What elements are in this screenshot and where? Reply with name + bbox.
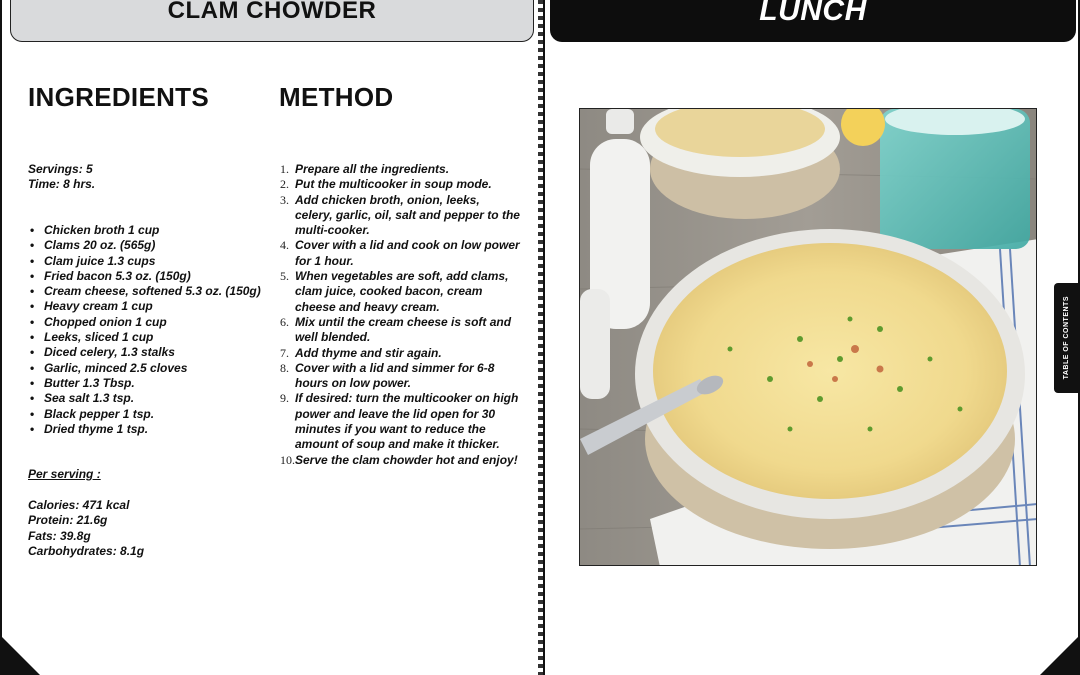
ingredient-item: • Diced celery, 1.3 stalks (28, 345, 261, 360)
method-step (280, 238, 520, 269)
method-step (280, 315, 520, 346)
toc-tab-label: TABLE OF CONTENTS (1062, 296, 1070, 380)
method-step (280, 162, 520, 177)
step-number: 9. (280, 391, 289, 406)
category-title: LUNCH (759, 0, 867, 27)
step-text: Serve the clam chowder hot and enjoy! (295, 452, 518, 467)
method-step (280, 453, 520, 468)
nutrition-item: Protein: 21.6g (28, 513, 108, 528)
ingredient-item: • Clams 20 oz. (565g) (28, 238, 261, 253)
step-number: 1. (280, 162, 289, 176)
method-step (280, 391, 520, 452)
recipe-page-left (0, 0, 538, 675)
step-number: 5. (280, 269, 289, 284)
step-text: When vegetables are soft, add clams, clam juice, cooked bacon, cream cheese and heavy cream. (295, 269, 509, 314)
step-text: Add thyme and stir again. (295, 345, 442, 360)
ingredient-item: • Leeks, sliced 1 cup (28, 330, 261, 345)
ingredient-item: • Black pepper 1 tsp. (28, 407, 261, 422)
method-step (280, 346, 520, 361)
ingredient-item: • Sea salt 1.3 tsp. (28, 391, 261, 406)
step-number: 7. (280, 345, 289, 360)
step-number: 8. (280, 360, 289, 375)
step-number: 6. (280, 314, 289, 329)
method-step (280, 193, 520, 239)
nutrition-item: Carbohydrates: 8.1g (28, 543, 145, 558)
step-text: Mix until the cream cheese is soft and well blended. (295, 314, 512, 345)
step-text: Prepare all the ingredients. (295, 162, 450, 176)
step-text: Put the multicooker in soup mode. (295, 177, 492, 192)
step-text: Cover with a lid and simmer for 6-8 hours on low power. (295, 360, 495, 391)
ingredient-item: • Garlic, minced 2.5 cloves (28, 361, 261, 376)
nutrition-item: Calories: 471 kcal (28, 498, 130, 512)
step-text: Cover with a lid and cook on low power for 1 hour. (295, 238, 520, 268)
servings-text: Servings: 5 (28, 162, 93, 176)
step-number: 3. (280, 192, 289, 207)
method-step (280, 269, 520, 315)
recipe-page-right (543, 0, 1080, 675)
method-step (280, 361, 520, 392)
ingredient-item: • Butter 1.3 Tbsp. (28, 376, 261, 391)
ingredient-item: • Heavy cream 1 cup (28, 299, 261, 314)
ingredient-item: • Chopped onion 1 cup (28, 315, 261, 330)
ingredient-item: • Dried thyme 1 tsp. (28, 422, 261, 437)
category-title-bar (550, 0, 1076, 42)
page-corner-right (1040, 637, 1078, 675)
page-corner-left (2, 637, 40, 675)
recipe-title-bar (10, 0, 534, 42)
nutrition-item: Fats: 39.8g (28, 528, 91, 543)
per-serving-label: Per serving : (28, 467, 101, 481)
table-of-contents-tab[interactable] (1054, 283, 1078, 393)
recipe-title: CLAM CHOWDER (167, 0, 377, 24)
method-steps-list (280, 162, 520, 468)
method-step (280, 177, 520, 192)
ingredient-item: • Clam juice 1.3 cups (28, 254, 261, 269)
step-number: 10. (280, 452, 295, 467)
step-text: If desired: turn the multicooker on high power and leave the lid open for 30 minutes if you want to reduce the amount of soup and make it thicker. (295, 391, 519, 452)
ingredient-item: • Cream cheese, softened 5.3 oz. (150g) (28, 284, 261, 299)
ingredients-heading: INGREDIENTS (28, 82, 209, 112)
nutrition-facts (28, 498, 144, 559)
step-text: Add chicken broth, onion, leeks, celery, garlic, oil, salt and pepper to the multi-cooker. (295, 192, 520, 238)
step-number: 4. (280, 238, 289, 253)
step-number: 2. (280, 177, 289, 192)
clam-chowder-photo (579, 108, 1037, 566)
ingredient-item: • Fried bacon 5.3 oz. (150g) (28, 269, 261, 284)
ingredients-list (28, 223, 261, 437)
method-heading: METHOD (279, 82, 394, 112)
ingredient-item: • Chicken broth 1 cup (28, 223, 261, 238)
recipe-meta (28, 162, 95, 193)
time-text: Time: 8 hrs. (28, 177, 96, 192)
